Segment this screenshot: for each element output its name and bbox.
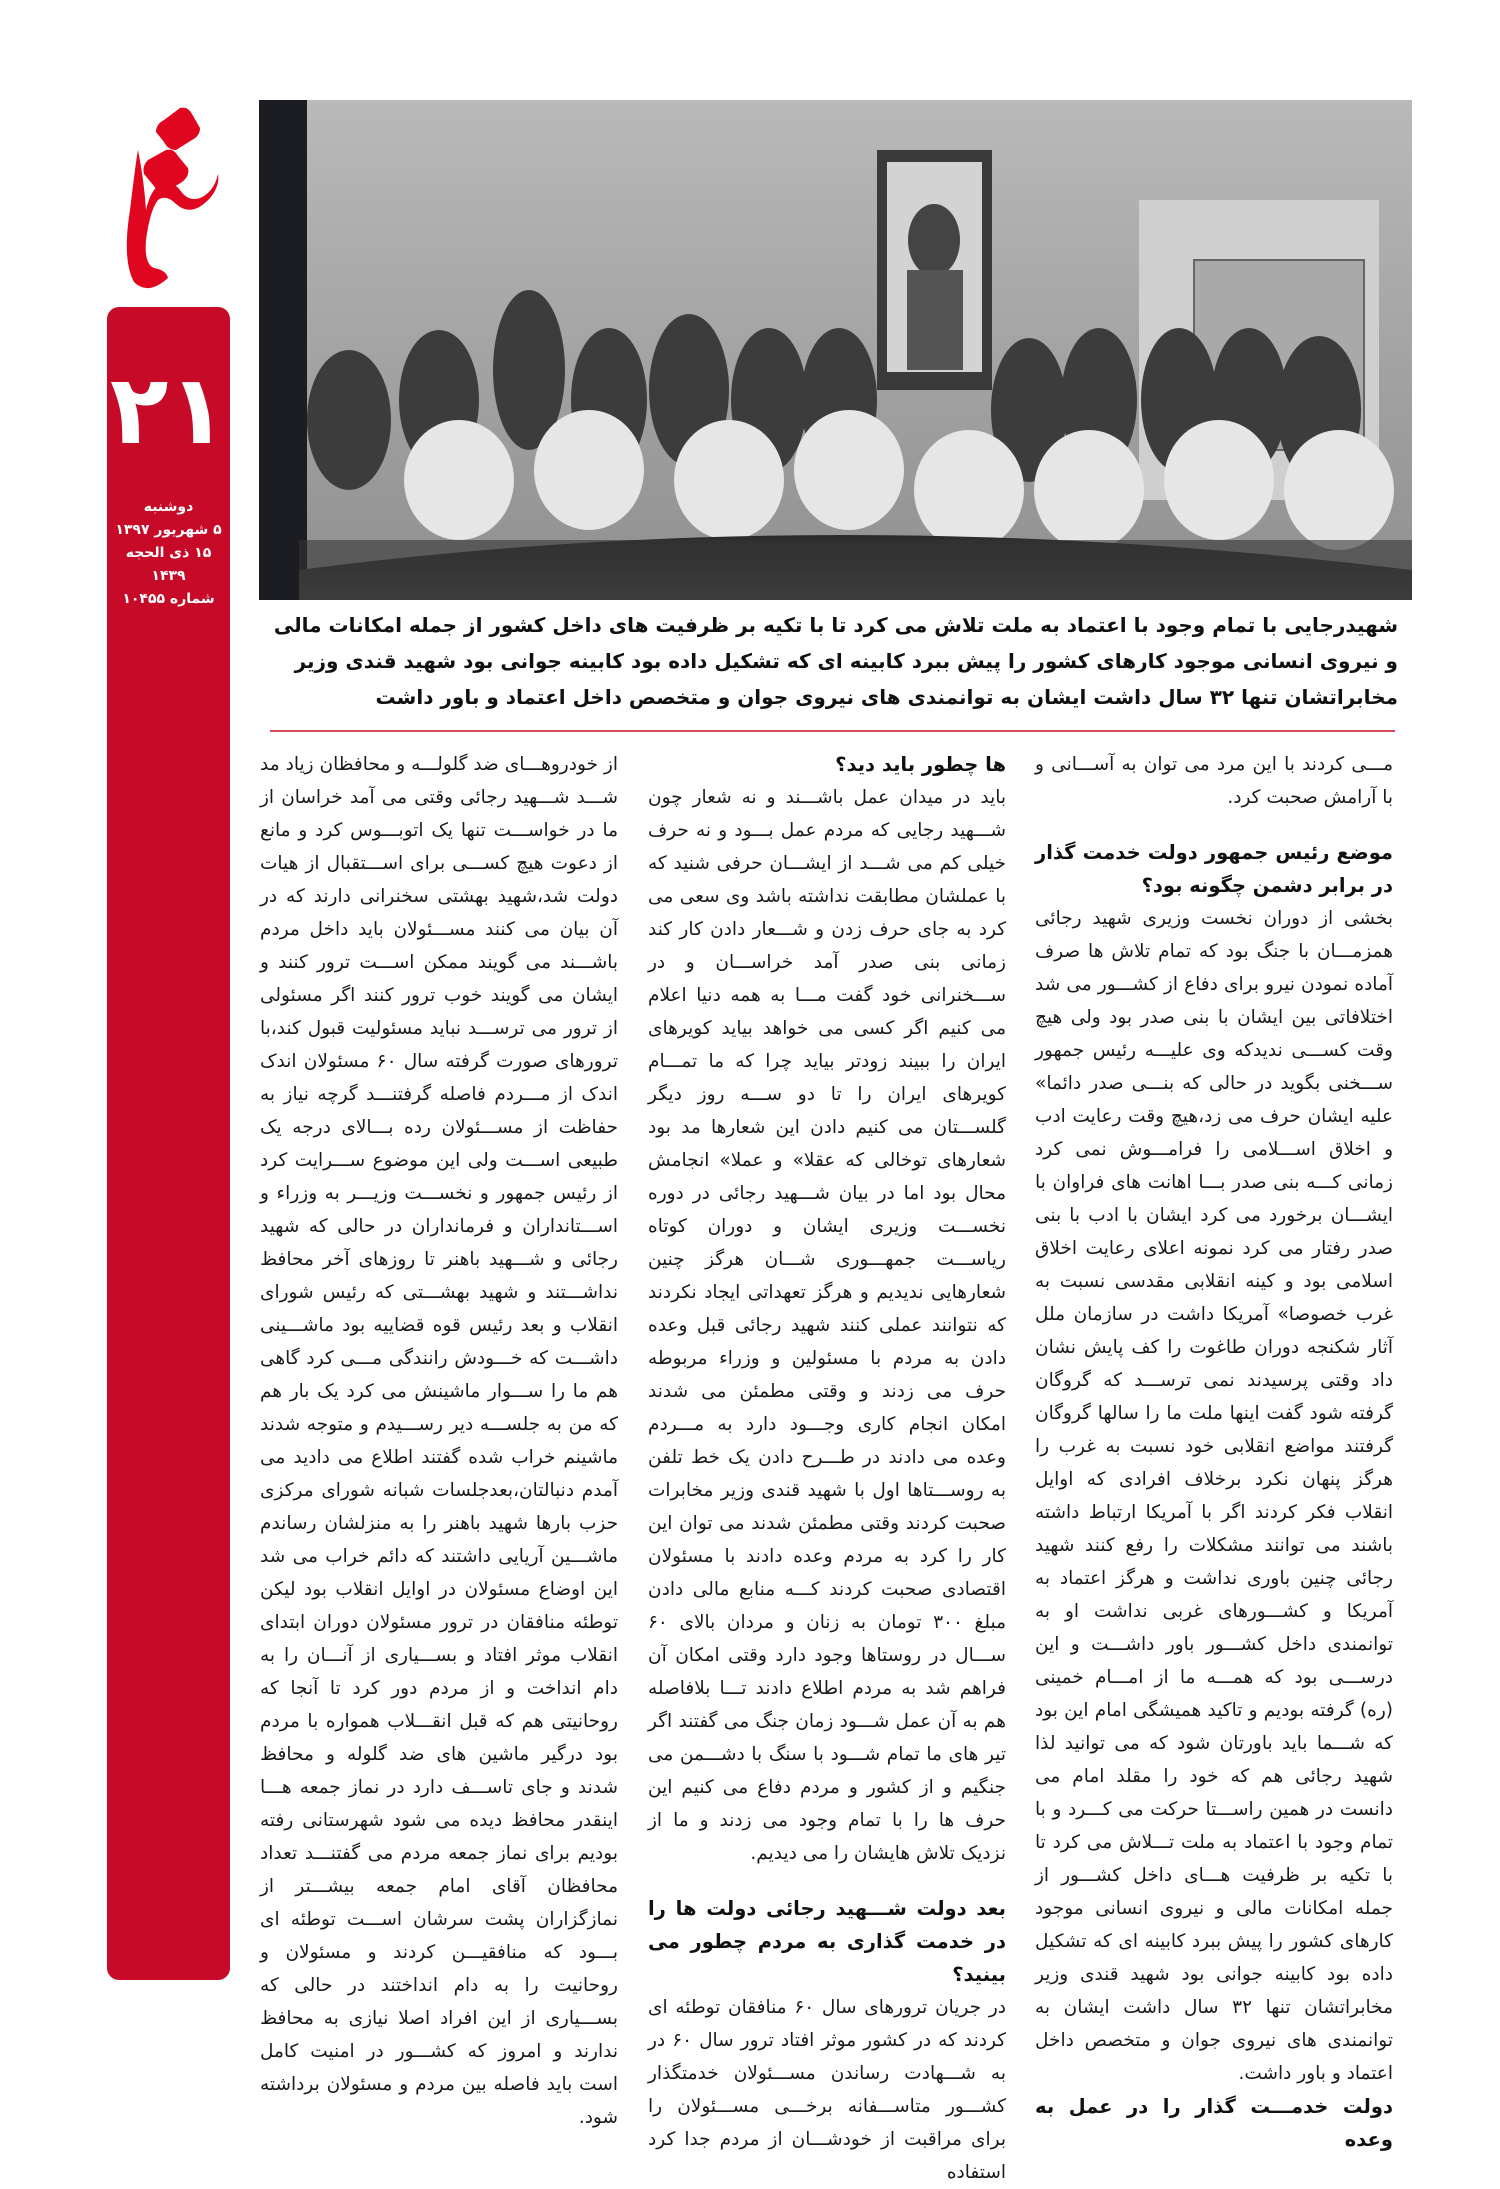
issue-meta bbox=[107, 496, 230, 611]
subheading-continued: ها چطور باید دید؟ bbox=[835, 753, 1006, 776]
logo-calligraphy-icon bbox=[108, 100, 232, 300]
weekday: دوشنبه bbox=[143, 499, 194, 515]
paragraph: در جریان ترورهای سال ۶۰ منافقان توطئه ای کردند که در کشور موثر افتاد ترور سال ۶۰ در به شـــهادت رساندن مســـئولان خدمتگذار کشـــور متاســـفانه برخـــی مســـئولان را برای مراقبت از خودشـــان از مردم جدا کرد استفاده bbox=[648, 1997, 1006, 2183]
subheading: بعد دولت شـــهید رجائی دولت ها را در خدمت گذاری به مردم چطور می بینید؟ bbox=[648, 1897, 1006, 1986]
solar-date: ۵ شهریور ۱۳۹۷ bbox=[115, 522, 222, 538]
subheading: موضع رئیس جمهور دولت خدمت گذار در برابر دشمن چگونه بود؟ bbox=[1035, 841, 1393, 897]
issue-number: شماره ۱۰۴۵۵ bbox=[122, 591, 215, 607]
paragraph: مـــی کردند با این مرد می توان به آســـانی و با آرامش صحبت کرد. bbox=[1035, 754, 1393, 808]
cabinet-group-photo bbox=[259, 100, 1412, 600]
paragraph: باید در میدان عمل باشـــند و نه شعار چون شـــهید رجایی که مردم عمل بـــود و نه حرف خیلی کم می شـــد از ایشـــان حرفی شنید که با عملشان مطابقت نداشته باشد وی سعی می کرد به جای حرف زدن و شـــعار دادن کار کند زمانی بنی صدر آمد خراســـان و در ســـخنرانی خود گفت مـــا به همه دنیا اعلام می کنیم اگر کسی می خواهد بیاید کویرهای ایران را ببیند زودتر بیاید چرا که ما تمـــام کویرهای ایران را تا دو ســـه روز دیگر گلســـتان می کنیم دادن این شعارها مد بود شعارهای توخالی که عقلا» و عملا» انجامش محال بود اما در بیان شـــهید رجائی در دوره نخســـت وزیری ایشان و دوران کوتاه ریاســـت جمهـــوری شـــان هرگز چنین شعارهایی ندیدیم و هرگز تعهداتی ایجاد نکردند که نتوانند عملی کنند شهید رجائی قبل وعده دادن به مردم با مسئولین و وزراء مربوطه حرف می زدند و وقتی مطمئن می شدند امکان انجام کاری وجـــود دارد به مـــردم وعده می دادند در طـــرح دادن یک خط تلفن به روســـتاها اول با شهید قندی وزیر مخابرات صحبت کردند وقتی مطمئن شدند می توان این کار را کرد به مردم وعده دادند با مسئولان اقتصادی صحبت کردند کـــه منابع مالی دادن مبلغ ۳۰۰ تومان به زنان و مردان بالای ۶۰ ســـال در روستاها وجود دارد وقتی امکان آن فراهم شد به مردم اطلاع دادند تـــا بلافاصله هم به آن عمل شـــود زمان جنگ می گفتند اگر تیر های ما تمام شـــود با سنگ با دشـــمن می جنگیم و از کشور و مردم دفاع می کنیم این حرف ها را با تمام وجود می زدند و ما از نزدیک تلاش هایشان را می دیدیم. bbox=[648, 787, 1006, 1864]
article-column-middle bbox=[648, 748, 1006, 2189]
article-column-left bbox=[260, 748, 618, 2134]
spacer bbox=[648, 1870, 1006, 1892]
photo-caption: شهیدرجایی با تمام وجود با اعتماد به ملت تلاش می کرد تا با تکیه بر ظرفیت های داخل کشور از جمله امکانات مالی و نیروی انسانی موجود کارهای کشور را پیش ببرد کابینه ای که تشکیل داده بود کابینه جوانی بود شهید قندی وزیر مخابراتشان تنها ۳۲ سال داشت ایشان به توانمندی های نیروی جوان و متخصص داخل اعتماد و باور داشت bbox=[273, 613, 1398, 709]
publication-logo bbox=[108, 100, 232, 300]
paragraph: بخشی از دوران نخست وزیری شهید رجائی همزمـــان با جنگ بود که تمام تلاش ها صرف آماده نمودن نیرو برای دفاع از کشـــور می شد اختلافاتی بین ایشان با بنی صدر بود ولی هیچ وقت کســـی ندیدکه وی علیـــه رئیس جمهور ســـخنی بگوید در حالی که بنـــی صدر دائما» علیه ایشان حرف می زد،هیچ وقت رعایت ادب و اخلاق اســـلامی را فرامـــوش نمی کرد زمانی کـــه بنی صدر بـــا اهانت های فراوان با ایشـــان برخورد می کرد ایشان با ادب با بنی صدر رفتار می کرد نمونه اعلای رعایت اخلاق اسلامی بود و کینه انقلابی مقدسی نسبت به غرب خصوصا» آمریکا داشت در سازمان ملل آثار شکنجه دوران طاغوت را کف پایش نشان داد وقتی پرسیدند نمی ترســـد که گروگان گرفته شود گفت اینها ملت ما را سالها گروگان گرفتند مواضع انقلابی خود نسبت به غرب را هرگز پنهان نکرد برخلاف افرادی که اوایل انقلاب فکر کردند اگر با آمریکا ارتباط داشته باشند می توانند مشکلات را رفع کنند شهید رجائی چنین باوری نداشت و هرگز اعتماد به آمریکا و کشـــورهای غربی نداشت او به توانمندی داخل کشـــور باور داشـــت و این درســـی بود که همـــه ما از امـــام خمینی (ره) گرفته بودیم و تاکید همیشگی امام این بود که شـــما باید باورتان شود که می توانید لذا شهید رجائی هم که خود را مقلد امام می دانست در همین راســـتا حرکت می کـــرد و با تمام وجود با اعتماد به ملت تـــلاش می کرد تا با تکیه بر ظرفیت هـــای داخل کشـــور از جمله امکانات مالی و نیروی انسانی موجود کارهای کشور را پیش ببرد کابینه ای که تشکیل داده بود کابینه جوانی بود شهید قندی وزیر مخابراتشان تنها ۳۲ سال داشت ایشان به توانمندی های نیروی جوان و متخصص داخل اعتماد و باور داشت. bbox=[1035, 908, 1393, 2084]
photo-image-icon bbox=[259, 100, 1412, 600]
issue-sidebar bbox=[107, 307, 230, 1980]
subheading: دولت خدمـــت گذار را در عمل به وعده bbox=[1035, 2095, 1393, 2151]
paragraph: از خودروهـــای ضد گلولـــه و محافظان زیاد مد شـــد شـــهید رجائی وقتی می آمد خراسان از ما در خواســـت تنها یک اتوبـــوس کرد و مانع از دعوت هیچ کســـی برای اســـتقبال از هیات دولت شد،شهید بهشتی سخنرانی دارند که در آن بیان می کنند مســـئولان باید داخل مردم باشـــند می گویند ممکن اســـت ترور کنند و ایشان می گویند خوب ترور کنند اگر مسئولی از ترور می ترســـد نباید مسئولیت قبول کند،با ترورهای صورت گرفته سال ۶۰ مسئولان اندک اندک از مـــردم فاصله گرفتنـــد گرچه نیاز به حفاظت از مســـئولان رده بـــالای درجه یک طبیعی اســـت ولی این موضوع ســـرایت کرد از رئیس جمهور و نخســـت وزیـــر به وزراء و اســـتانداران و فرمانداران در حالی که شهید رجائی و شـــهید باهنر تا روزهای آخر محافظ نداشـــتند و شهید بهشـــتی که رئیس شورای انقلاب و بعد رئیس قوه قضاییه بود ماشـــینی داشـــت که خـــودش رانندگی مـــی کرد گاهی هم ما را ســـوار ماشینش می کرد یک بار هم که من به جلســـه دیر رســـیدم و متوجه شدند ماشینم خراب شده گفتند اطلاع می دادید می آمدم دنبالتان،بعدجلسات شبانه شورای مرکزی حزب بارها شهید باهنر را به منزلشان رساندم ماشـــین آریایی داشتند که دائم خراب می شد این اوضاع مسئولان در اوایل انقلاب بود لیکن توطئه منافقان در ترور مسئولان دوران ابتدای انقلاب موثر افتاد و بســـیاری از آنـــان را به دام انداخت و از مردم دور کرد تا آنجا که روحانیتی هم که قبل انقـــلاب همواره با مردم بود درگیر ماشین های ضد گلوله و محافظ شدند و جای تاســـف دارد در نماز جمعه هـــا اینقدر محافظ دیده می شود شهرستانی رفته بودیم برای نماز جمعه مردم می گفتنـــد تعداد محافظان آقای امام جمعه بیشـــتر از نمازگزاران پشت سرشان اســـت توطئه ای بـــود که منافقیـــن کردند و مسئولان و روحانیت را به دام انداختند در حالی که بســـیاری از این افراد اصلا نیازی به محافظ ندارند و امروز که کشـــور در امنیت کامل است باید فاصله بین مردم و مسئولان برداشته شود. bbox=[260, 754, 618, 2128]
spacer bbox=[1035, 814, 1393, 836]
lunar-date: ۱۵ ذی الحجه ۱۴۳۹ bbox=[125, 545, 212, 584]
article-column-right bbox=[1035, 748, 1393, 2156]
page-number: ۲۱ bbox=[109, 354, 228, 466]
section-divider bbox=[270, 730, 1395, 732]
